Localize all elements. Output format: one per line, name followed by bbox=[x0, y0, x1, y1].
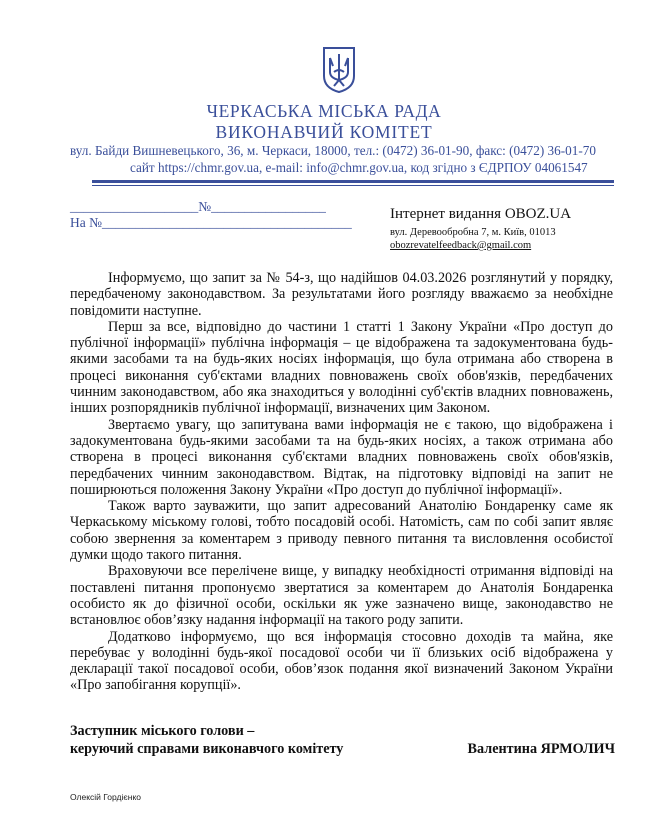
body-paragraph: Інформуємо, що запит за № 54-з, що надійшов 04.03.2026 розглянутий у порядку, передбаченому законодавством. За результатами його розгляду вважаємо за необхідне повідомити наступне. bbox=[70, 270, 613, 319]
body-paragraph: Також варто зауважити, що запит адресований Анатолію Бондаренку саме як Черкаському міському голові, тобто посадовій особі. Натомість, сам по собі запит являє собою звернення за коментарем з приводу певного питання та висловлення особистої думки щодо такого питання. bbox=[70, 498, 613, 564]
outgoing-ref-line: ___________________№_________________ bbox=[70, 199, 326, 214]
signer-position-line1: Заступник міського голови – bbox=[70, 723, 255, 739]
recipient-address: вул. Деревообробна 7, м. Київ, 01013 bbox=[390, 227, 556, 238]
org-subtitle: ВИКОНАВЧИЙ КОМІТЕТ bbox=[215, 122, 433, 142]
trident-emblem-icon bbox=[322, 46, 356, 94]
signature-block bbox=[70, 722, 615, 758]
org-address: вул. Байди Вишневецького, 36, м. Черкаси, 18000, тел.: (0472) 36-01-90, факс: (0472) 36-01-70 bbox=[70, 143, 596, 158]
recipient-name: Інтернет видання OBOZ.UA bbox=[390, 206, 572, 222]
body-paragraph: Звертаємо увагу, що запитувана вами інформація не є такою, що відображена і задокументована будь-якими засобами та на будь-яких носіях, а також отримана або створена в процесі виконання суб'єктами владних повноважень своїх обов'язків, передбачених чинним законодавством. Відтак, на підготовку відповіді на запит не поширюються положення Закону України «Про доступ до публічної інформації». bbox=[70, 416, 613, 498]
recipient-email-link[interactable]: obozrevatelfeedback@gmail.com bbox=[390, 240, 532, 251]
header-divider bbox=[92, 180, 614, 183]
executor-name: Олексій Гордієнко bbox=[70, 792, 141, 802]
org-contacts: сайт https://chmr.gov.ua, e-mail: info@chmr.gov.ua, код згідно з ЄДРПОУ 04061547 bbox=[130, 160, 588, 175]
signer-position-line2: керуючий справами виконавчого комітету bbox=[70, 741, 344, 757]
org-title: ЧЕРКАСЬКА МІСЬКА РАДА bbox=[206, 101, 442, 121]
recipient-block bbox=[390, 206, 630, 251]
body-paragraph: Перш за все, відповідно до частини 1 статті 1 Закону України «Про доступ до публічної інформації» публічна інформація – це відображена та задокументована будь-якими засобами та на будь-яких носіях інформація, що була отримана або створена в процесі виконання суб'єктами владних повноважень своїх обов'язків, передбачених чинним законодавством, або яка знаходиться у володінні суб'єктів владних повноважень, інших розпорядників публічної інформації, визначених цим Законом. bbox=[70, 318, 613, 417]
body-paragraph: Враховуючи все перелічене вище, у випадку необхідності отримання відповіді на поставлені питання пропонуємо звертатися за коментарем до Анатолія Бондаренка особисто як до фізичної особи, оскільки як уже зазначено вище, законодавство не встановлює обов’язку надання інформації на такого роду запити. bbox=[70, 563, 613, 629]
signer-name: Валентина ЯРМОЛИЧ bbox=[467, 741, 615, 757]
incoming-ref-line: На №_____________________________________ bbox=[70, 215, 352, 230]
header-divider-thin bbox=[92, 185, 614, 186]
body-paragraph: Додатково інформуємо, що вся інформація стосовно доходів та майна, яке перебуває у володінні будь-якої посадової особи чи її близьких осіб відображена у декларації такої посадової особи, обов’язок подання якої визначений Законом України «Про запобігання корупції». bbox=[70, 628, 613, 694]
letter-body bbox=[70, 270, 613, 694]
